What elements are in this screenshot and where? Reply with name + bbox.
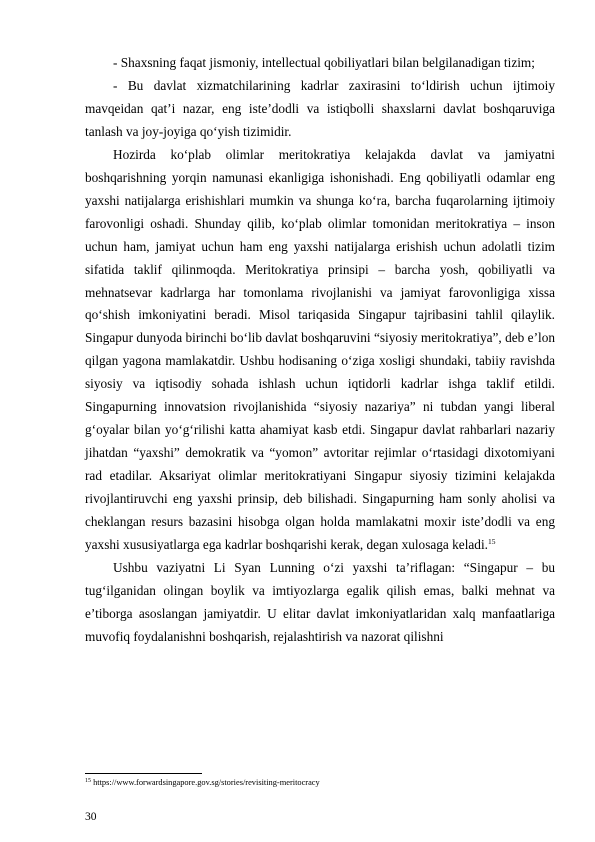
paragraph-text: Hozirda ko‘plab olimlar meritokratiya kelajakda davlat va jamiyatni boshqarishning yorqin namunasi ekanligiga ishonishadi. Eng qobiliyatli odamlar eng yaxshi natijalarga erishishlari mumkin va shunga ko‘ra, barcha fuqarolarning ijtimoiy farovonligi oshadi. Shunday qilib, ko‘plab olimlar tomonidan meritokratiya – inson uchun ham, jamiyat uchun ham eng yaxshi natijalarga erishish uchun adolatli tizim sifatida taklif qilinmoqda. Meritokratiya prinsipi – barcha yosh, qobiliyatli va mehnatsevar kadrlarga har tomonlama rivojlanishi va jamiyat farovonligiga xissa qo‘shish imkoniyatini beradi. Misol tariqasida Singapur tajribasini tahlil qilaylik. Singapur dunyoda birinchi bo‘lib davlat boshqaruvini “siyosiy meritokratiya”, deb e’lon qilgan yagona mamlakatdir. Ushbu hodisaning o‘ziga xosligi shundaki, tabiiy ravishda siyosiy va iqtisodiy sohada ishlash uchun iqtidorli kadrlar ishga taklif etildi. Singapurning innovatsion rivojlanishida “siyosiy nazariya” ni tubdan yangi liberal g‘oyalar bilan yo‘g‘rilishi katta ahamiyat kasb etdi. Singapur davlat rahbarlari nazariy jihatdan “yaxshi” demokratik va “yomon” avtoritar rejimlar o‘rtasidagi dixotomiyani rad etadilar. Aksariyat olimlar meritokratiyani Singapur siyosiy tizimini kelajakda rivojlantiruvchi eng yaxshi prinsip, deb bilishadi. Singapurning ham sonly aholisi va cheklangan resurs bazasini hisobga olgan holda mamlakatni moxir iste’dodli va eng yaxshi xususiyatlarga ega kadrlar boshqarishi kerak, degan xulosaga keladi. xyxy=(85,146,555,553)
footnote-link[interactable]: https://www.forwardsingapore.gov.sg/stories/revisiting-meritocracy xyxy=(91,778,320,787)
list-item-definition-1: - Shaxsning faqat jismoniy, intellectual qobiliyatlari bilan belgilanadigan tizim; xyxy=(113,55,535,70)
body-text xyxy=(85,52,555,649)
footnote xyxy=(85,777,320,789)
footnote-separator xyxy=(85,773,202,774)
list-item-definition-2: - Bu davlat xizmatchilarining kadrlar zaxirasini to‘ldirish uchun ijtimoiy mavqeidan qat’i nazar, eng iste’dodli va istiqbolli shaxslarni davlat boshqaruviga tanlash va joy-joyiga qo‘yish tizimidir. xyxy=(85,77,555,139)
footnote-reference[interactable]: 15 xyxy=(487,537,496,547)
paragraph-li-hsien-loong-quote: Ushbu vaziyatni Li Syan Lunning o‘zi yaxshi ta’riflagan: “Singapur – bu tug‘ilganidan olingan boylik va imtiyozlarga egalik qilish emas, balki mehnat va e’tiborga asoslangan jamiyatdir. U elitar davlat imkoniyatlaridan xalq manfaatlariga muvofiq foydalanishni boshqarish, rejalashtirish va nazorat qilishni xyxy=(85,559,555,644)
footnote-number: 15 xyxy=(85,778,91,784)
paragraph-meritocracy-singapore xyxy=(85,144,555,557)
page-number: 30 xyxy=(85,811,97,823)
